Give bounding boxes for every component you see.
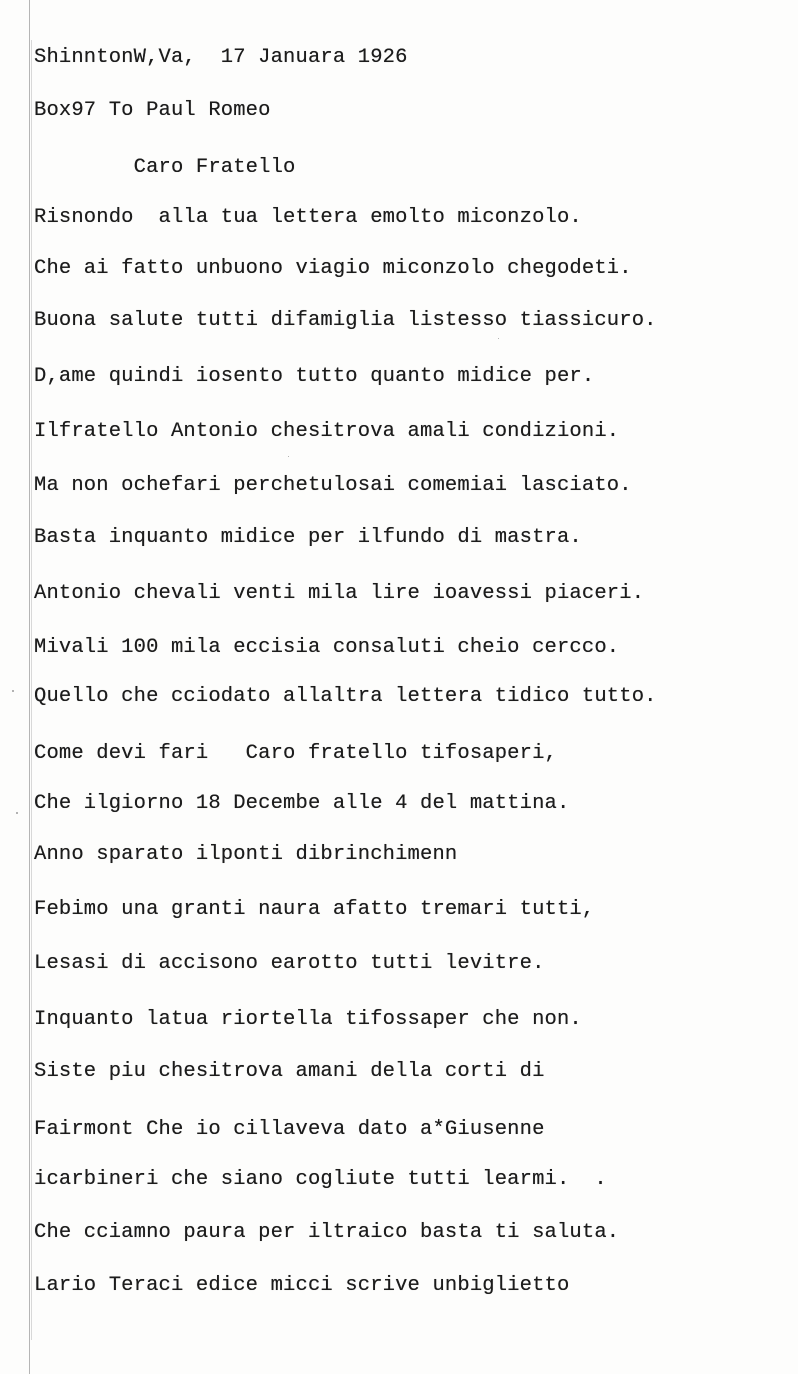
letter-line: Ilfratello Antonio chesitrova amali condizioni. — [34, 420, 620, 443]
letter-line: Inquanto latua riortella tifossaper che non. — [34, 1008, 582, 1031]
letter-line: Febimo una granti naura afatto tremari tutti, — [34, 898, 595, 921]
letter-line: Lesasi di accisono earotto tutti levitre. — [34, 952, 545, 975]
letter-line-addressee: Box97 To Paul Romeo — [34, 99, 271, 122]
letter-line: Buona salute tutti difamiglia listesso tiassicuro. — [34, 309, 657, 332]
margin-rule — [29, 0, 30, 1374]
letter-line: Fairmont Che io cillaveva dato a*Giusenne — [34, 1118, 545, 1141]
letter-line: Siste piu chesitrova amani della corti di — [34, 1060, 545, 1083]
letter-line: Ma non ochefari perchetulosai comemiai lasciato. — [34, 474, 632, 497]
letter-line: Che cciamno paura per iltraico basta ti saluta. — [34, 1221, 620, 1244]
letter-line: Che ai fatto unbuono viagio miconzolo chegodeti. — [34, 257, 632, 280]
paper-speck — [12, 690, 14, 692]
paper-speck — [16, 812, 18, 814]
paper-speck — [498, 338, 499, 339]
paper-speck — [288, 456, 289, 457]
letter-line-salutation: Caro Fratello — [34, 156, 296, 179]
letter-line: Risnondo alla tua lettera emolto miconzolo. — [34, 206, 582, 229]
letter-line: Antonio chevali venti mila lire ioavessi piaceri. — [34, 582, 645, 605]
letter-line: Basta inquanto midice per ilfundo di mastra. — [34, 526, 582, 549]
letter-line: Quello che cciodato allaltra lettera tidico tutto. — [34, 685, 657, 708]
letter-line: D,ame quindi iosento tutto quanto midice per. — [34, 365, 595, 388]
letter-line: Mivali 100 mila eccisia consaluti cheio cercco. — [34, 636, 620, 659]
letter-line-place-date: ShinntonW,Va, 17 Januara 1926 — [34, 46, 408, 69]
letter-line: Che ilgiorno 18 Decembe alle 4 del mattina. — [34, 792, 570, 815]
letter-line: icarbineri che siano cogliute tutti learmi. . — [34, 1168, 607, 1191]
margin-rule-secondary — [31, 40, 32, 1340]
letter-line: Lario Teraci edice micci scrive unbiglietto — [34, 1274, 570, 1297]
letter-line: Anno sparato ilponti dibrinchimenn — [34, 843, 458, 866]
letter-line: Come devi fari Caro fratello tifosaperi, — [34, 742, 557, 765]
